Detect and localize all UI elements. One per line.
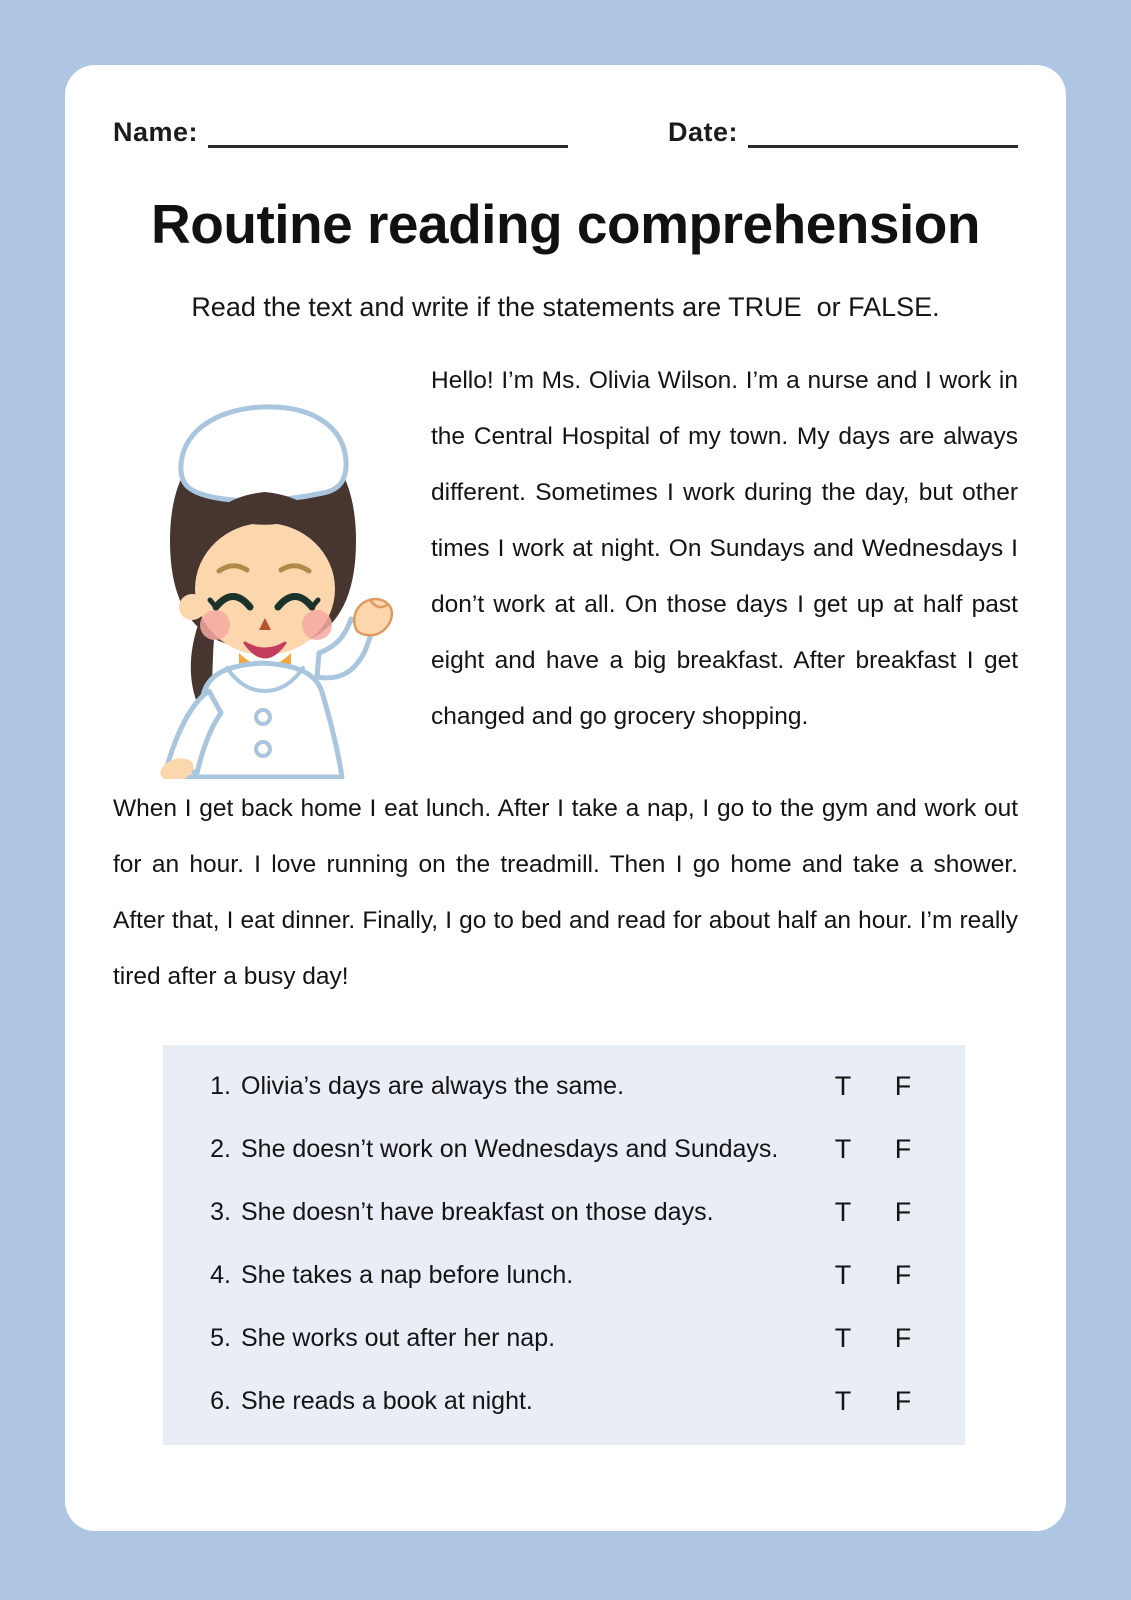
- statement-number: 6.: [210, 1387, 231, 1415]
- statement-row-1: [207, 1055, 921, 1118]
- statement-text: She doesn’t have breakfast on those days.: [241, 1198, 714, 1226]
- nurse-illustration-svg: [113, 379, 413, 779]
- statement-number: 2.: [210, 1135, 231, 1163]
- name-input-line[interactable]: [208, 118, 568, 148]
- statement-number: 5.: [210, 1324, 231, 1352]
- passage-paragraph-1: Hello! I’m Ms. Olivia Wilson. I’m a nurse and I work in the Central Hospital of my town. My days are always different. Sometimes I work during the day, but other times I work at night. On Sundays and Wednesdays I don’t work at all. On those days I get up at half past eight and have a big breakfast. After breakfast I get changed and go grocery shopping.: [431, 367, 1018, 730]
- passage-paragraph-2: When I get back home I eat lunch. After I take a nap, I go to the gym and work out for an hour. I love running on the treadmill. Then I go home and take a shower. After that, I eat dinner. Finally, I go to bed and read for about half an hour. I’m really tired after a busy day!: [113, 795, 1018, 990]
- false-option-2[interactable]: F: [894, 1134, 912, 1164]
- date-label: Date:: [668, 117, 739, 147]
- statement-text: She works out after her nap.: [241, 1324, 556, 1352]
- false-option-4[interactable]: F: [894, 1260, 912, 1290]
- statement-row-6: [207, 1370, 921, 1433]
- true-option-1[interactable]: T: [834, 1071, 852, 1101]
- statement-row-2: [207, 1118, 921, 1181]
- page-title: Routine reading comprehension: [151, 193, 980, 255]
- date-input-line[interactable]: [748, 118, 1018, 148]
- name-field: [113, 117, 568, 148]
- true-option-5[interactable]: T: [834, 1323, 852, 1353]
- true-option-3[interactable]: T: [834, 1197, 852, 1227]
- statement-row-4: [207, 1244, 921, 1307]
- statement-text: She doesn’t work on Wednesdays and Sundays.: [241, 1135, 779, 1163]
- statements-box: [163, 1045, 965, 1445]
- statement-text: She reads a book at night.: [241, 1387, 533, 1415]
- statement-number: 4.: [210, 1261, 231, 1289]
- true-option-4[interactable]: T: [834, 1260, 852, 1290]
- false-option-6[interactable]: F: [894, 1386, 912, 1416]
- true-option-2[interactable]: T: [834, 1134, 852, 1164]
- false-option-3[interactable]: F: [894, 1197, 912, 1227]
- name-label: Name:: [113, 117, 199, 147]
- statement-row-3: [207, 1181, 921, 1244]
- nurse-illustration: [113, 379, 413, 779]
- false-option-5[interactable]: F: [894, 1323, 912, 1353]
- statement-text: She takes a nap before lunch.: [241, 1261, 574, 1289]
- header-meta-row: [113, 117, 1018, 148]
- worksheet-card: [65, 65, 1066, 1531]
- instructions-text: Read the text and write if the statements are TRUE or FALSE.: [191, 292, 940, 322]
- statement-row-5: [207, 1307, 921, 1370]
- passage-top-section: [113, 353, 1018, 779]
- date-field: [668, 117, 1018, 148]
- true-option-6[interactable]: T: [834, 1386, 852, 1416]
- statement-text: Olivia’s days are always the same.: [241, 1072, 625, 1100]
- statement-number: 1.: [210, 1072, 231, 1100]
- statement-number: 3.: [210, 1198, 231, 1226]
- false-option-1[interactable]: F: [894, 1071, 912, 1101]
